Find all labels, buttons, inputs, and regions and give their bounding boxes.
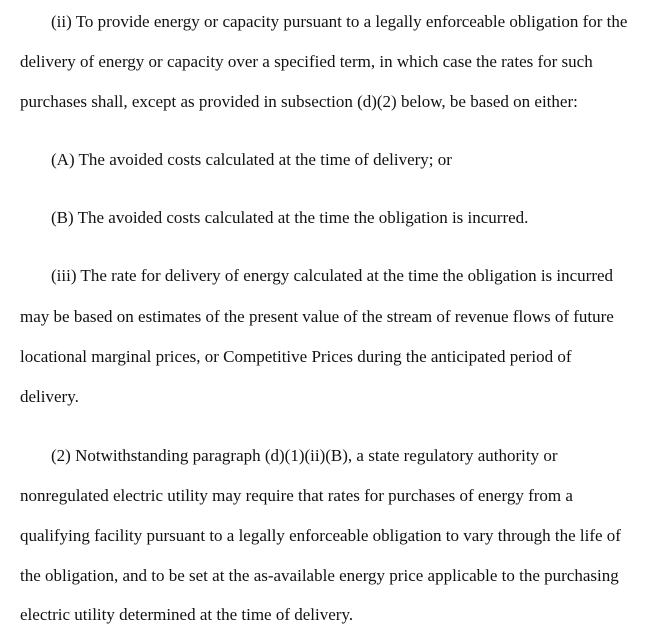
paragraph-iii-line-4: delivery.	[20, 387, 79, 406]
paragraph-a-line-1: (A) The avoided costs calculated at the time of delivery; or	[51, 150, 452, 169]
paragraph-iii-line-2: may be based on estimates of the present value of the stream of revenue flows of future	[20, 307, 614, 326]
paragraph-2-line-4: the obligation, and to be set at the as-available energy price applicable to the purchasing	[20, 566, 619, 585]
paragraph-iii-line-1: (iii) The rate for delivery of energy calculated at the time the obligation is incurred	[51, 266, 614, 285]
paragraph-ii-line-3: purchases shall, except as provided in subsection (d)(2) below, be based on either:	[20, 92, 578, 111]
paragraph-2-line-2: nonregulated electric utility may require that rates for purchases of energy from a	[20, 486, 573, 505]
paragraph-2-line-1: (2) Notwithstanding paragraph (d)(1)(ii)(B), a state regulatory authority or	[51, 446, 558, 465]
paragraph-iii-line-3: locational marginal prices, or Competitive Prices during the anticipated period of	[20, 347, 572, 366]
paragraph-2-line-3: qualifying facility pursuant to a legally enforceable obligation to vary through the life of	[20, 526, 621, 545]
paragraph-ii-line-2: delivery of energy or capacity over a specified term, in which case the rates for such	[20, 52, 593, 71]
paragraph-ii-line-1: (ii) To provide energy or capacity pursuant to a legally enforceable obligation for the	[51, 12, 628, 31]
paragraph-2-line-5: electric utility determined at the time of delivery.	[20, 605, 354, 624]
paragraph-b-line-1: (B) The avoided costs calculated at the time the obligation is incurred.	[51, 208, 529, 227]
